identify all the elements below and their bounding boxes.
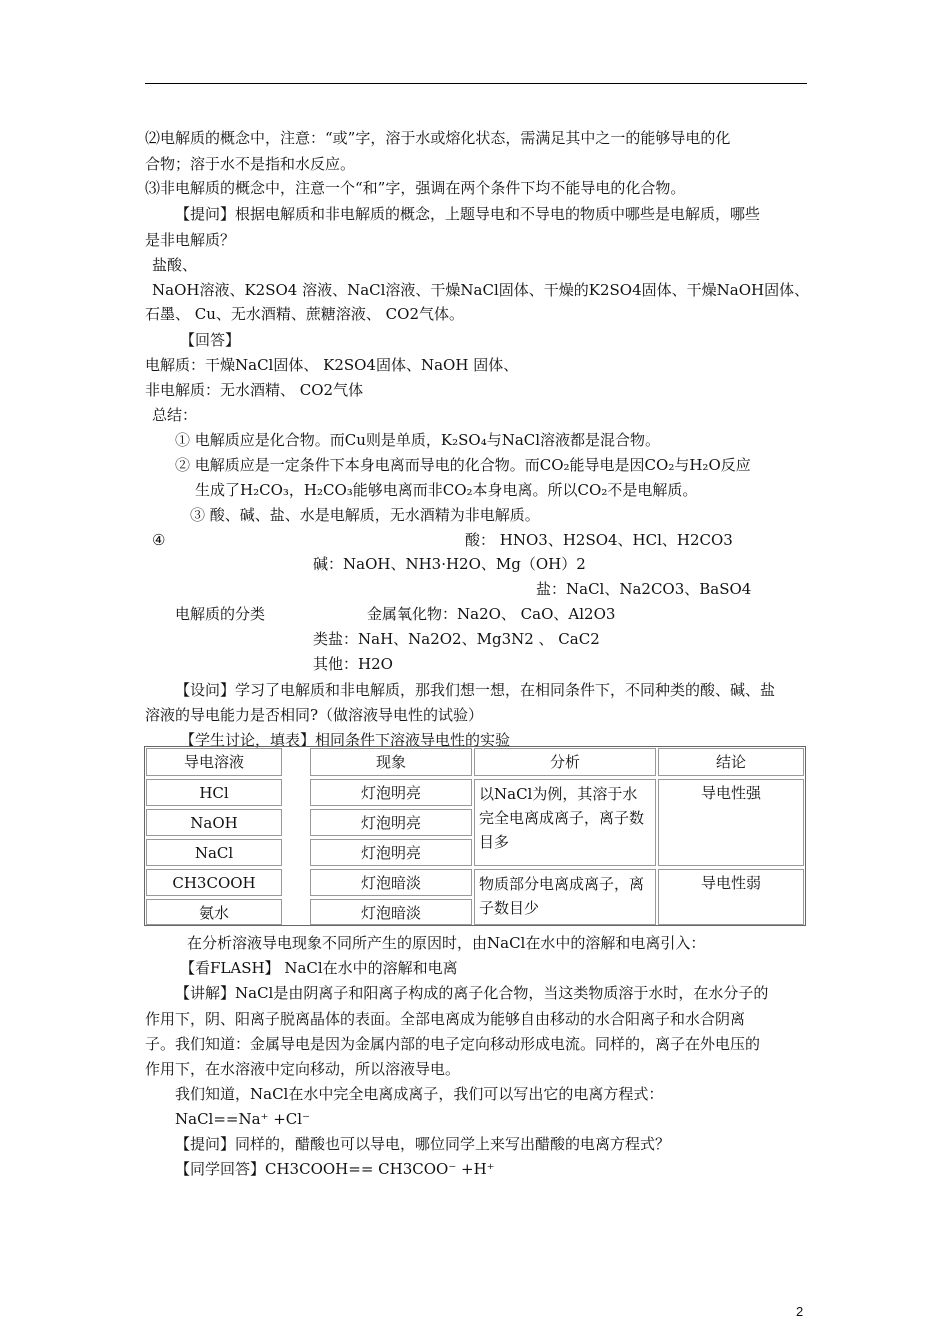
text-line: 石墨、 Cu、无水酒精、蔗糖溶液、 CO2气体。 bbox=[145, 305, 464, 323]
circle-number: ④ bbox=[152, 531, 166, 549]
question-line: 【提问】根据电解质和非电解质的概念，上题导电和不导电的物质中哪些是电解质，哪些 bbox=[175, 205, 761, 223]
table-header: 结论 bbox=[658, 748, 804, 776]
table-cell: 灯泡暗淡 bbox=[310, 869, 472, 896]
table-header: 导电溶液 bbox=[146, 748, 282, 776]
text-line: 合物；溶于水不是指和水反应。 bbox=[145, 155, 356, 173]
text-line: 【看FLASH】 NaCl在水中的溶解和电离 bbox=[180, 959, 458, 977]
header-rule bbox=[145, 83, 807, 84]
text-line: 作用下，阴、阳离子脱离晶体的表面。全部电离成为能够自由移动的水合阳离子和水合阴离 bbox=[145, 1010, 746, 1028]
text-line: 作用下，在水溶液中定向移动，所以溶液导电。 bbox=[145, 1060, 461, 1078]
text-line: 【学生讨论，填表】相同条件下溶液导电性的实验 bbox=[180, 731, 511, 749]
text-line: 电解质：干燥NaCl固体、 K2SO4固体、NaOH 固体、 bbox=[145, 356, 519, 374]
table-cell: CH3COOH bbox=[146, 869, 282, 896]
class-acid: 酸： HNO3、H2SO4、HCl、H2CO3 bbox=[465, 531, 733, 549]
answer-heading: 【回答】 bbox=[180, 331, 241, 349]
table-cell: NaOH bbox=[146, 809, 282, 836]
text-line: 溶液的导电能力是否相同?（做溶液导电性的试验） bbox=[145, 706, 484, 724]
analysis-weak: 物质部分电离成离子，离子数目少 bbox=[474, 869, 656, 925]
summary-item: ① 电解质应是化合物。而Cu则是单质，K₂SO₄与NaCl溶液都是混合物。 bbox=[175, 431, 661, 449]
text-line: 子。我们知道：金属导电是因为金属内部的电子定向移动形成电流。同样的，离子在外电压的 bbox=[145, 1035, 761, 1053]
table-header: 现象 bbox=[310, 748, 472, 776]
table-header: 分析 bbox=[474, 748, 656, 776]
text-line: 【设问】学习了电解质和非电解质，那我们想一想，在相同条件下，不同种类的酸、碱、盐 bbox=[175, 681, 776, 699]
text-line: ⑶非电解质的概念中，注意一个“和”字，强调在两个条件下均不能导电的化合物。 bbox=[145, 179, 686, 197]
class-other: 其他：H2O bbox=[313, 655, 393, 673]
equation-line: NaCl==Na⁺ +Cl⁻ bbox=[175, 1110, 310, 1128]
text-line: 我们知道，NaCl在水中完全电离成离子，我们可以写出它的电离方程式： bbox=[175, 1085, 664, 1103]
equation-line: 【同学回答】CH3COOH== CH3COO⁻ +H⁺ bbox=[175, 1160, 495, 1178]
text-line: NaOH溶液、K2SO4 溶液、NaCl溶液、干燥NaCl固体、干燥的K2SO4固体、干燥NaOH固体、 bbox=[152, 281, 810, 299]
conductivity-table bbox=[144, 746, 806, 926]
table-cell: 灯泡明亮 bbox=[310, 779, 472, 806]
summary-heading: 总结： bbox=[152, 406, 198, 424]
text-line: 盐酸、 bbox=[152, 256, 198, 274]
summary-item: ② 电解质应是一定条件下本身电离而导电的化合物。而CO₂能导电是因CO₂与H₂O反应 bbox=[175, 456, 751, 474]
text-line: 在分析溶液导电现象不同所产生的原因时，由NaCl在水中的溶解和电离引入： bbox=[187, 934, 706, 952]
table-cell: 灯泡明亮 bbox=[310, 809, 472, 836]
page-number: 2 bbox=[796, 1304, 804, 1319]
class-salt-like: 类盐：NaH、Na2O2、Mg3N2 、 CaC2 bbox=[313, 630, 600, 648]
text-line: 非电解质：无水酒精、 CO2气体 bbox=[145, 381, 364, 399]
summary-item: 生成了H₂CO₃，H₂CO₃能够电离而非CO₂本身电离。所以CO₂不是电解质。 bbox=[195, 481, 698, 499]
table-cell: 灯泡暗淡 bbox=[310, 899, 472, 925]
question-line: 【提问】同样的，醋酸也可以导电，哪位同学上来写出醋酸的电离方程式？ bbox=[175, 1135, 671, 1153]
table-cell: NaCl bbox=[146, 839, 282, 866]
class-salt: 盐：NaCl、Na2CO3、BaSO4 bbox=[536, 580, 752, 598]
summary-item: ③ 酸、碱、盐、水是电解质，无水酒精为非电解质。 bbox=[190, 506, 540, 524]
text-line: ⑵电解质的概念中，注意：“或”字，溶于水或熔化状态，需满足其中之一的能够导电的化 bbox=[145, 129, 731, 147]
class-metal-oxide: 金属氧化物：Na2O、 CaO、Al2O3 bbox=[367, 605, 616, 623]
text-line: 是非电解质？ bbox=[145, 231, 236, 249]
text-line: 【讲解】NaCl是由阴离子和阳离子构成的离子化合物，当这类物质溶于水时，在水分子的 bbox=[175, 984, 769, 1002]
classify-label: 电解质的分类 bbox=[175, 605, 266, 623]
table-cell: 氨水 bbox=[146, 899, 282, 925]
table-cell: HCl bbox=[146, 779, 282, 806]
analysis-strong: 以NaCl为例，其溶于水完全电离成离子，离子数目多 bbox=[474, 779, 656, 866]
conclusion-strong: 导电性强 bbox=[658, 779, 804, 866]
conclusion-weak: 导电性弱 bbox=[658, 869, 804, 925]
class-base: 碱：NaOH、NH3·H2O、Mg（OH）2 bbox=[313, 555, 586, 573]
table-cell: 灯泡明亮 bbox=[310, 839, 472, 866]
